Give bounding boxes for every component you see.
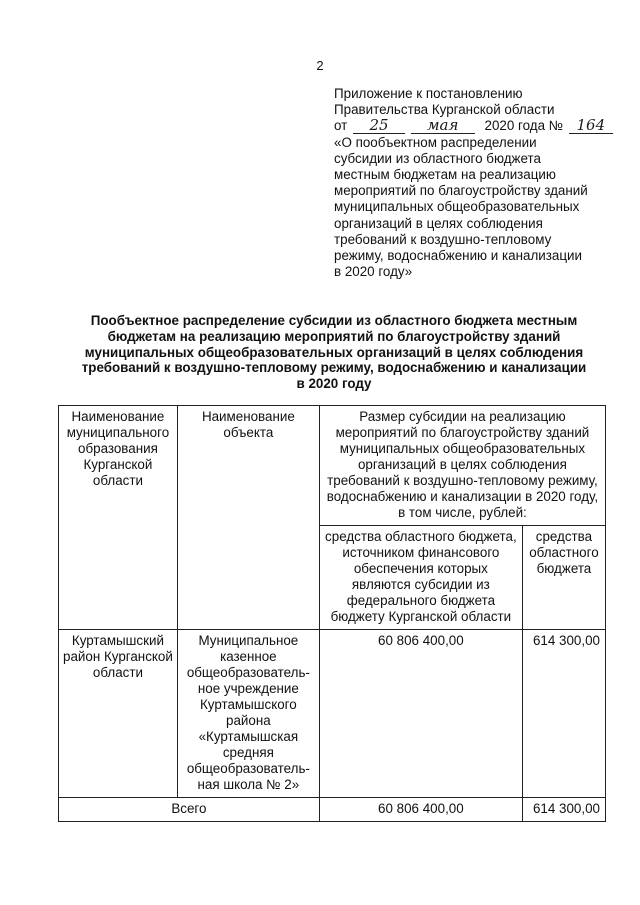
cell-object: Муниципальное казенное общеобразователь-ное учреждение Куртамышского района «Куртамышская средняя общеобразователь-ная школа № 2» [177,630,319,798]
cell-regional-amount: 614 300,00 [522,630,605,798]
date-year: 2020 года № [484,118,564,134]
table-header-row [59,406,606,526]
cell-municipality: Куртамышский район Курганской области [59,630,178,798]
subject-line: «О пообъектном распределении [334,134,537,150]
title-line: Пообъектное распределение субсидии из областного бюджета местным [90,313,578,328]
subject-line: режиму, водоснабжению и канализации [334,248,582,264]
doc-number-handwritten: 164 [576,116,606,135]
total-regional-amount: 614 300,00 [522,798,605,822]
subject-line: муниципальных общеобразовательных [334,199,580,215]
subsidy-table [58,405,606,822]
appendix-line-2: Правительства Курганской области [334,102,555,118]
subject-line: требований к воздушно-тепловому [334,231,552,247]
subject-line: организаций в целях соблюдения [334,215,543,231]
doc-number-field [569,118,613,134]
date-month-field [411,118,475,134]
date-day-field [353,118,405,134]
total-label: Всего [59,798,320,822]
table-total-row [59,798,606,822]
header-object: Наименование объекта [177,406,319,630]
title-line: в 2020 году [296,376,372,392]
table-row [59,630,606,798]
document-title [56,313,612,392]
title-line: требований к воздушно-тепловому режиму, водоснабжению и канализации [81,360,587,376]
appendix-line-1: Приложение к постановлению [334,86,523,101]
date-day-handwritten: 25 [369,116,389,135]
subject-line: субсидии из областного бюджета [334,150,541,166]
title-line: муниципальных общеобразовательных организаций в целях соблюдения [84,344,584,360]
subject-line: в 2020 году» [334,264,413,280]
title-line: бюджетам на реализацию мероприятий по благоустройству зданий [107,328,561,344]
header-regional: средства областного бюджета [522,526,605,630]
subject-line: местным бюджетам на реализацию [334,167,556,183]
subject-line: мероприятий по благоустройству зданий [334,183,588,199]
page-number: 2 [316,58,324,73]
appendix-block [334,86,604,280]
date-month-handwritten: мая [427,116,459,135]
date-prefix: от [334,118,348,134]
header-federal-source: средства областного бюджета, источником финансового обеспечения которых являются субсидии из федерального бюджета бюджету Курганской области [319,526,522,630]
header-municipality: Наименование муниципального образования Курганской области [59,406,178,630]
cell-federal-amount: 60 806 400,00 [319,630,522,798]
appendix-date-line [334,118,604,134]
header-amount: Размер субсидии на реализацию мероприятий по благоустройству зданий муниципальных общеобразовательных организаций в целях соблюдения требований к воздушно-тепловому режиму, водоснабжению и канализации в 2020 году, в том числе, рублей: [319,406,605,526]
total-federal-amount: 60 806 400,00 [319,798,522,822]
